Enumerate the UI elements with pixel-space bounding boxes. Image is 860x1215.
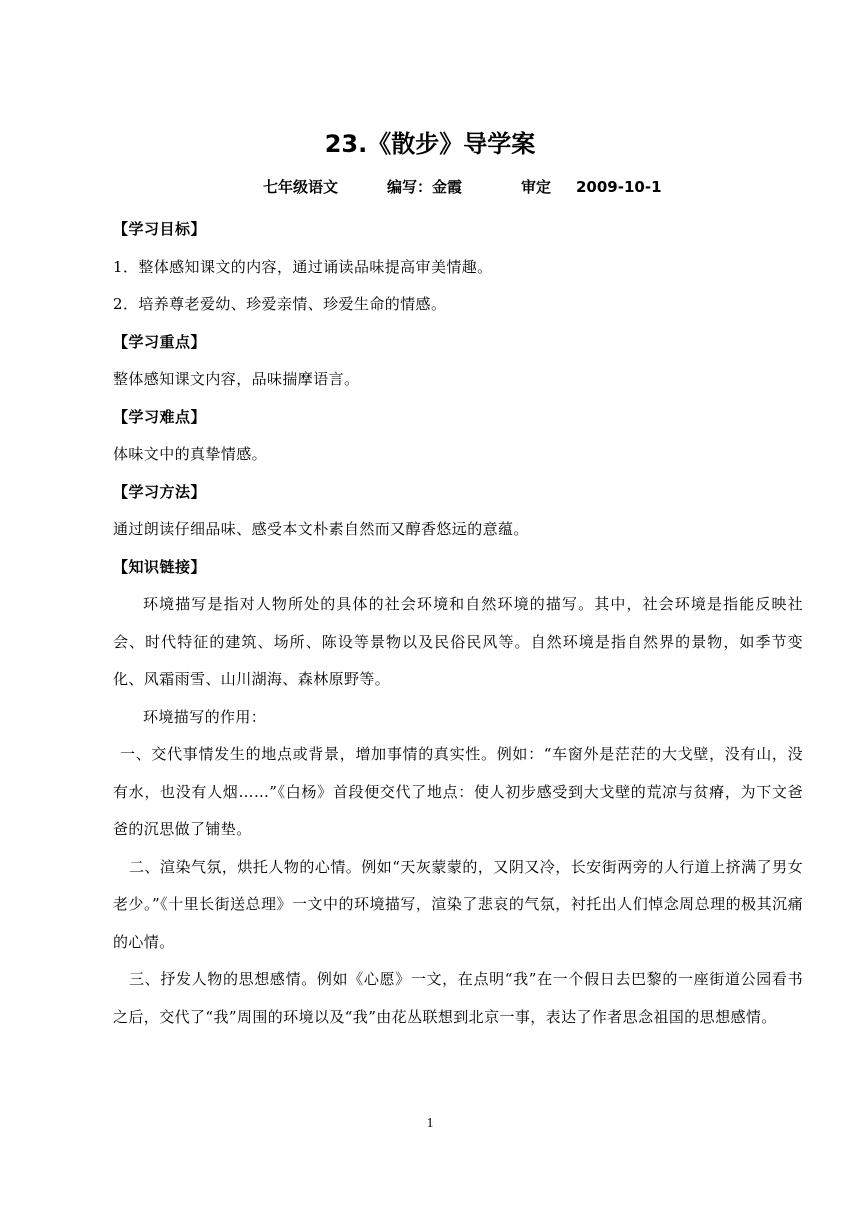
subtitle-date: 2009-10-1 — [576, 178, 662, 196]
knowledge-point-2: 二、渲染气氛，烘托人物的心情。例如“天灰蒙蒙的，又阴又冷，长安街两旁的人行道上挤满了男女老少。”《十里长街送总理》一文中的环境描写，渲染了悲哀的气氛，衬托出人们悼念周总理的极其沉痛的心情。 — [113, 857, 803, 951]
section-heading-knowledge: 【知识链接】 — [113, 557, 207, 576]
page-number: 1 — [426, 1116, 434, 1131]
subtitle-editor: 编写：金霞 — [387, 178, 463, 196]
goal-item-2: 2．培养尊老爱幼、珍爱亲情、珍爱生命的情感。 — [113, 295, 447, 313]
knowledge-point-3: 三、抒发人物的思想感情。例如《心愿》一文，在点明“我”在一个假日去巴黎的一座街道公园看书之后，交代了“我”周围的环境以及“我”由花丛联想到北京一事，表达了作者思念祖国的思想感情。 — [113, 970, 803, 1026]
section-heading-difficulties: 【学习难点】 — [113, 407, 207, 426]
difficulties-text: 体味文中的真挚情感。 — [113, 445, 268, 463]
subtitle-grade: 七年级语文 — [263, 178, 339, 196]
key-points-text: 整体感知课文内容，品味揣摩语言。 — [113, 370, 360, 388]
goal-item-1: 1．整体感知课文的内容，通过诵读品味提高审美情趣。 — [113, 257, 493, 276]
document-body — [113, 211, 803, 1036]
knowledge-function-title: 环境描写的作用： — [143, 707, 267, 726]
section-heading-goals: 【学习目标】 — [113, 220, 207, 238]
section-heading-key-points: 【学习重点】 — [113, 332, 207, 351]
section-heading-methods: 【学习方法】 — [113, 482, 207, 501]
subtitle-review: 审定 — [521, 178, 552, 196]
knowledge-intro-paragraph: 环境描写是指对人物所处的具体的社会环境和自然环境的描写。其中，社会环境是指能反映社会、时代特征的建筑、场所、陈设等景物以及民俗民风等。自然环境是指自然界的景物，如季节变化、风霜雨雪、山川湖海、森林原野等。 — [113, 595, 803, 688]
knowledge-point-1: 一、交代事情发生的地点或背景，增加事情的真实性。例如：“车窗外是茫茫的大戈壁，没有山，没有水，也没有人烟……”《白杨》首段便交代了地点：使人初步感受到大戈壁的荒凉与贫瘠，为下文爸爸的沉思做了铺垫。 — [113, 745, 803, 838]
methods-text: 通过朗读仔细品味、感受本文朴素自然而又醇香悠远的意蕴。 — [113, 520, 529, 538]
document-title: 23.《散步》导学案 — [324, 130, 536, 158]
document-subtitle — [263, 175, 683, 199]
